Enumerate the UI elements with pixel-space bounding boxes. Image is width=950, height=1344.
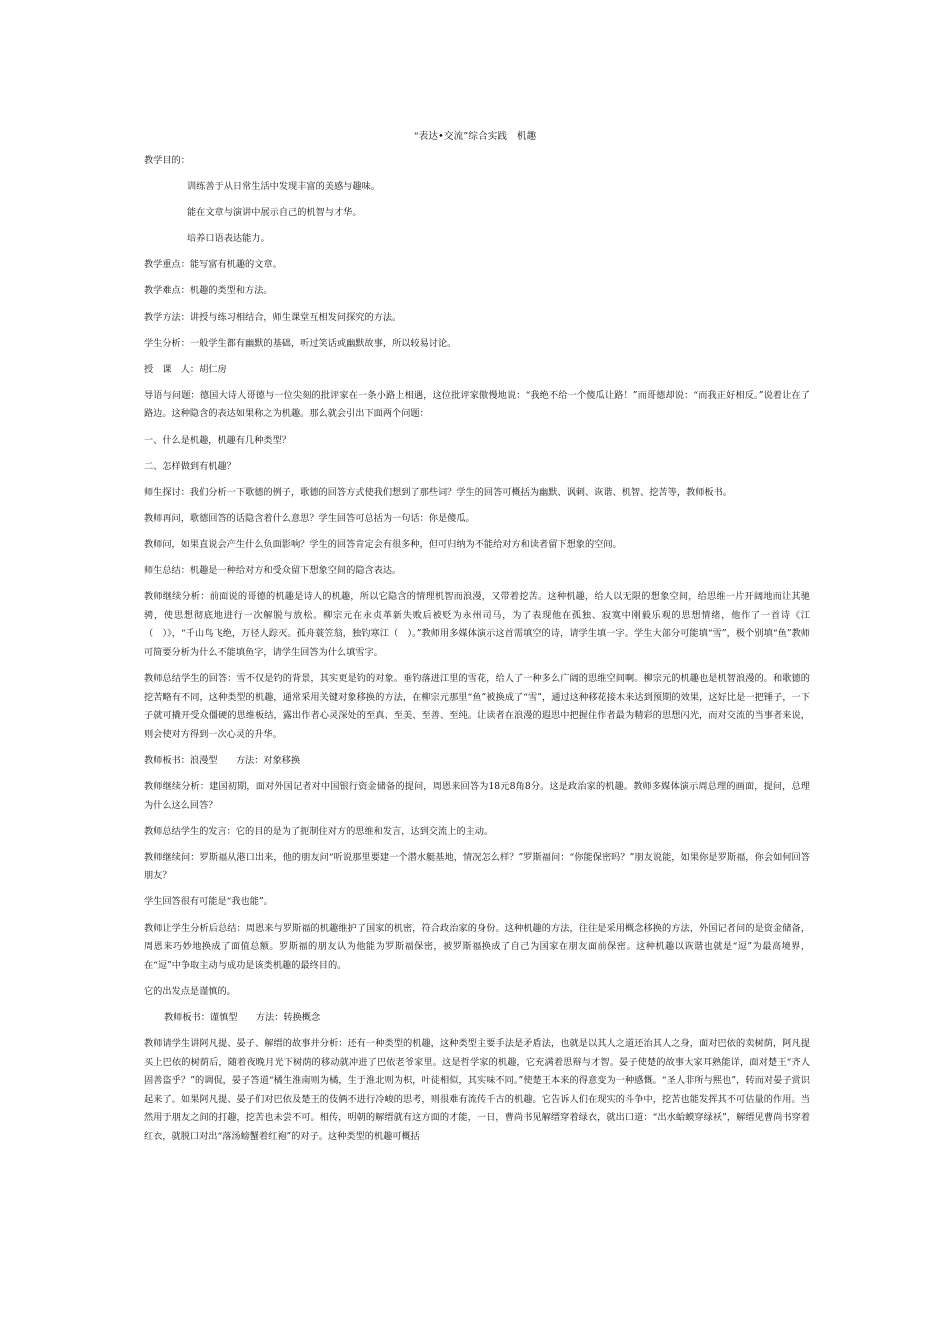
paragraph: 一、什么是机趣，机趣有几种类型？: [144, 434, 291, 446]
paragraph: 训练善于从日常生活中发现丰富的美感与趣味。: [187, 181, 380, 193]
paragraph: 教师板书：谨慎型 方法：转换概念: [164, 1011, 321, 1023]
paragraph: 授 课 人：胡仁房: [144, 363, 227, 375]
paragraph: 教师请学生讲阿凡提、晏子、解缙的故事并分析：还有一种类型的机趣，这种类型主要手法是矛盾法，也就是以其人之道还治其人之身，面对巴依的卖树荫，阿凡提买上巴依的树荫后，随着夜晚月光下树荫的移动就冲进了巴依老爷家里。这是哲学家的机趣，它充满着思辩与才智。晏子使楚的故事大家耳熟能详，面对楚王“齐人固善盗乎？”的调侃，晏子答道“橘生淮南则为橘，生于淮北则为枳，叶徒相似，其实味不同。”使楚王本来的得意变为一种感慨。“圣人非所与熙也”，转而对晏子赏识起来了。如果阿凡提、晏子们对巴依及楚王的伎俩不进行冷峻的思考，则很难有流传千古的机趣。它告诉人们在现实的斗争中，挖苦也能发挥其不可估量的作用。当然用于朋友之间的打趣，挖苦也未尝不可。相传，明朝的解缙就有这方面的才能，一日，曹尚书见解缙穿着绿衣，就出口道：“出水蛤蟆穿绿袄”，解缙见曹尚书穿着红衣，就脱口对出“落汤螃蟹着红袍”的对子。这种类型的机趣可概括: [144, 1037, 811, 1142]
paragraph: 教师继续问：罗斯福从港口出来，他的朋友问“听说那里要建一个潜水艇基地，情况怎么样？”罗斯福问：“你能保密吗？”朋友说能，如果你是罗斯福，你会如何回答朋友？: [144, 851, 810, 882]
document-body: [144, 152, 810, 1154]
paragraph: 教学重点：能写富有机趣的文章。: [144, 259, 282, 271]
paragraph: 能在文章与演讲中展示自己的机智与才华。: [187, 207, 362, 219]
paragraph: 教师让学生分析后总结：周恩来与罗斯福的机趣维护了国家的机密，符合政治家的身份。这种机趣的方法，往往是采用概念移换的方法，外国记者问的是资金储备，周恩来巧妙地换成了面值总额。罗斯福的朋友认为他能为罗斯福保密，被罗斯福换成了自己为国家在朋友面前保密。这种机趣以诙谐也就是“逗”为最高境界，在“逗”中争取主动与成功是该类机趣的最终目的。: [144, 922, 810, 971]
paragraph: 师生探讨：我们分析一下歌德的例子，歌德的回答方式使我们想到了那些词？学生的回答可概括为幽默、讽刺、诙谐、机智、挖苦等，教师板书。: [144, 486, 732, 498]
paragraph: 教师继续分析：前面说的哥德的机趣是诗人的机趣，所以它隐含的情理机智而浪漫，又带着挖苦。这种机趣，给人以无限的想象空间，给思维一片开阔地而让其驰骋，使思想彻底地进行一次解脱与放松。柳宗元在永贞革新失败后被贬为永州司马，为了表现他在孤独、寂寞中刚毅乐观的思想情绪，他作了一首诗《江（ ）》，“千山鸟飞绝，万径人踪灭。孤舟蓑笠翁，独钓寒江（ ）。”教师用多媒体演示这首需填空的诗，请学生填一字。学生大部分可能填“雪”，极个别填“鱼”教师可简要分析为什么不能填鱼字，请学生回答为什么填雪字。: [144, 591, 810, 658]
paragraph: 教学方法：讲授与练习相结合，师生课堂互相发问探究的方法。: [144, 311, 402, 323]
paragraph: 师生总结：机趣是一种给对方和受众留下想象空间的隐含表达。: [144, 565, 402, 576]
paragraph: 导语与问题：德国大诗人哥德与一位尖刻的批评家在一条小路上相遇，这位批评家傲慢地说：“我绝不给一个傻瓜让路！”而哥德却说：“而我正好相反。”说着让在了路边。这种隐含的表达如果称之为机趣。那么就会引出下面两个问题：: [144, 389, 810, 420]
paragraph: 教师总结学生的回答：雪不仅是钓的背景，其实更是钓的对象。垂钓落进江里的雪花，给人了一种多么广阔的思维空间啊。柳宗元的机趣也是机智浪漫的。和歌德的挖苦略有不同，这种类型的机趣，通常采用关键对象移换的方法，在柳宗元那里“鱼”被换成了“雪”，通过这种移花接木来达到预期的效果，这好比是一把锤子，一下子就可撬开受众僵硬的思维板结，露出作者心灵深处的至真、至美、至善、至纯。让读者在浪漫的遐思中把握住作者最为精彩的思想闪光，而对交流的当事者来说，则会使对方得到一次心灵的升华。: [144, 672, 810, 740]
paragraph: 二、怎样做到有机趣？: [144, 460, 236, 472]
paragraph: 教师再问，歌德回答的话隐含着什么意思？学生回答可总括为一句话：你是傻瓜。: [144, 512, 475, 524]
paragraph: 教学难点：机趣的类型和方法。: [144, 285, 273, 297]
paragraph: 学生回答很有可能是“我也能”。: [144, 896, 273, 908]
paragraph: 教师总结学生的发言：它的目的是为了扼制住对方的思维和发言，达到交流上的主动。: [144, 825, 494, 837]
paragraph: 教师板书：浪漫型 方法：对象移换: [144, 754, 301, 766]
paragraph: 教师继续分析：建国初期，面对外国记者对中国银行资金储备的提问，周恩来回答为18元8角8分。这是政治家的机趣。教师多媒体演示周总理的画面，提问，总理为什么这么回答？: [144, 780, 810, 811]
paragraph: 教学目的：: [144, 155, 190, 166]
paragraph: 教师问，如果直说会产生什么负面影响？学生的回答肯定会有很多种，但可归纳为不能给对方和读者留下想象的空间。: [144, 538, 622, 550]
paragraph: 学生分析：一般学生都有幽默的基础，听过笑话或幽默故事，所以较易讨论。: [144, 337, 457, 349]
document-title: “表达•交流”综合实践 机趣: [413, 131, 537, 142]
paragraph: 它的出发点是谨慎的。: [144, 985, 236, 997]
paragraph: 培养口语表达能力。: [187, 233, 270, 245]
